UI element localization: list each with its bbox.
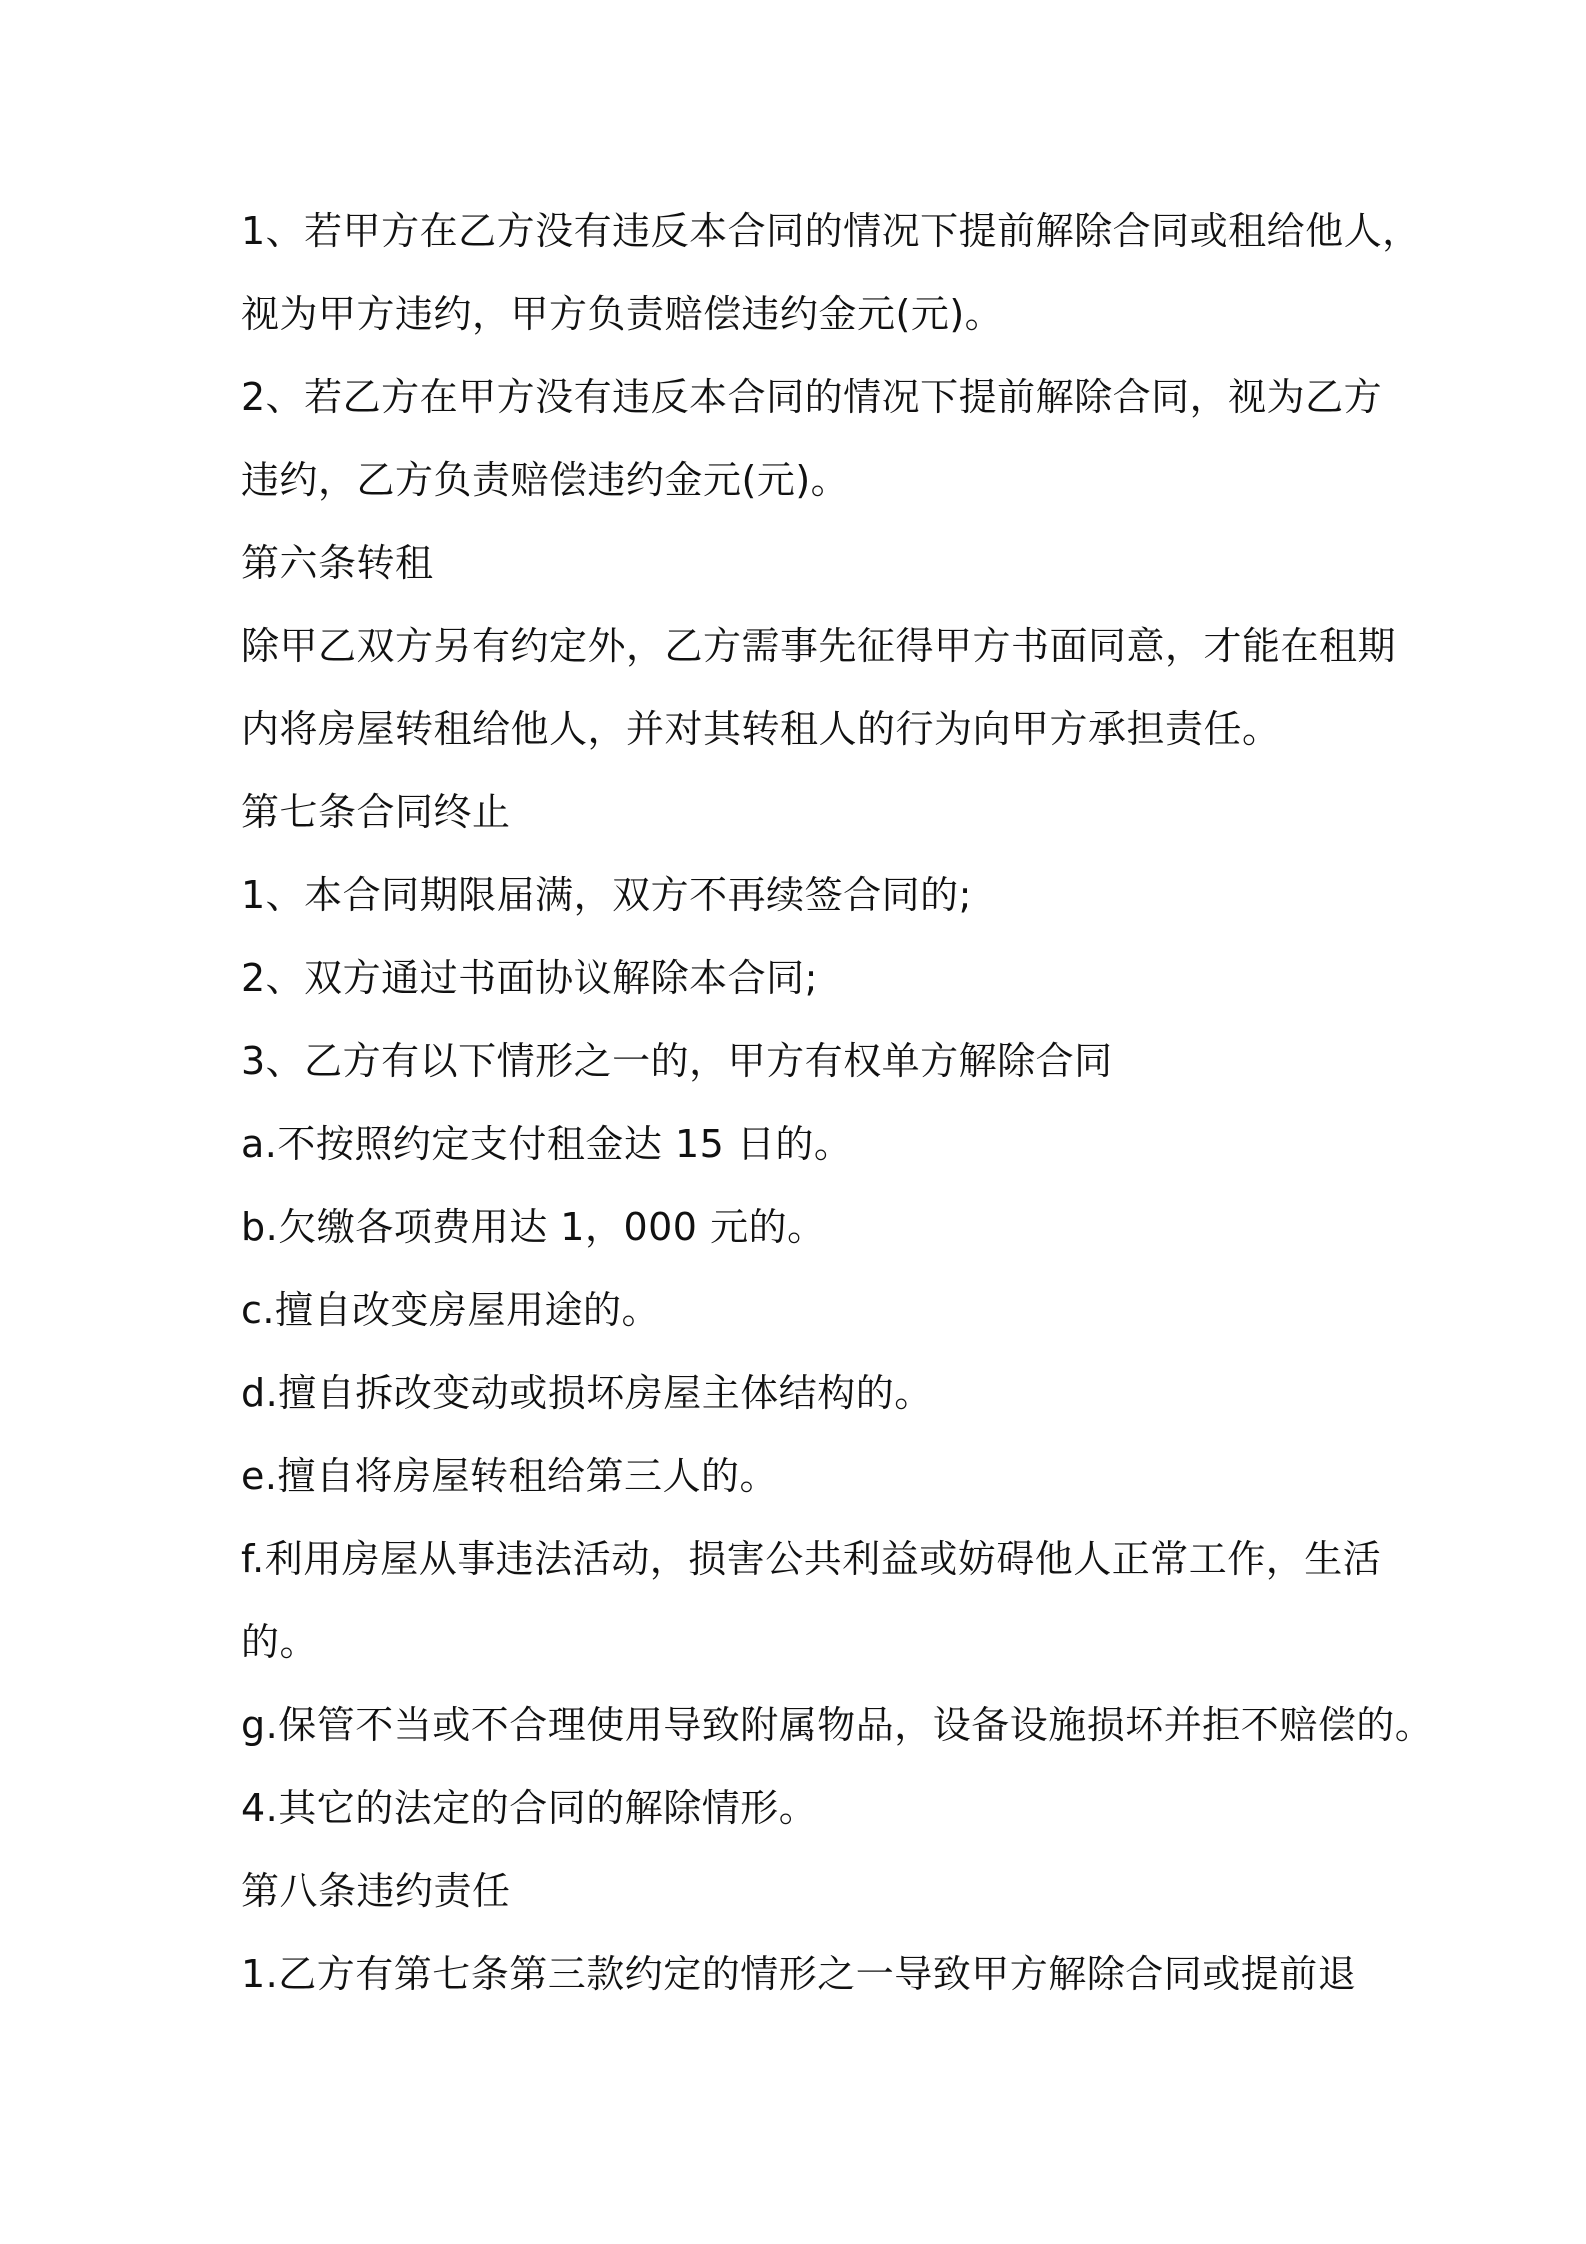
text-line: 1、若甲方在乙方没有违反本合同的情况下提前解除合同或租给他人， <box>241 209 1421 253</box>
text-line: 1、本合同期限届满，双方不再续签合同的; <box>241 873 972 917</box>
text-line: 2、若乙方在甲方没有违反本合同的情况下提前解除合同，视为乙方 <box>241 375 1383 419</box>
text-line: 3、乙方有以下情形之一的，甲方有权单方解除合同 <box>241 1039 1113 1083</box>
text-line: 除甲乙双方另有约定外，乙方需事先征得甲方书面同意，才能在租期 <box>241 624 1397 668</box>
list-item: g.保管不当或不合理使用导致附属物品，设备设施损坏并拒不赔偿的。 <box>241 1703 1434 1747</box>
text-line: 2、双方通过书面协议解除本合同; <box>241 956 818 1000</box>
section-heading: 第七条合同终止 <box>241 790 511 834</box>
text-line: 内将房屋转租给他人，并对其转租人的行为向甲方承担责任。 <box>241 707 1281 751</box>
text-line: 视为甲方违约，甲方负责赔偿违约金元(元)。 <box>241 292 1004 336</box>
text-line: 1.乙方有第七条第三款约定的情形之一导致甲方解除合同或提前退 <box>241 1952 1357 1996</box>
list-item: e.擅自将房屋转租给第三人的。 <box>241 1454 778 1498</box>
list-item: c.擅自改变房屋用途的。 <box>241 1288 660 1332</box>
list-item: f.利用房屋从事违法活动，损害公共利益或妨碍他人正常工作，生活 <box>241 1537 1382 1581</box>
list-item: d.擅自拆改变动或损坏房屋主体结构的。 <box>241 1371 933 1415</box>
text-line: 违约，乙方负责赔偿违约金元(元)。 <box>241 458 850 502</box>
document-body <box>241 190 1434 2016</box>
list-item: a.不按照约定支付租金达 15 日的。 <box>241 1122 853 1166</box>
text-line: 的。 <box>241 1620 319 1664</box>
text-line: 4.其它的法定的合同的解除情形。 <box>241 1786 818 1830</box>
list-item: b.欠缴各项费用达 1，000 元的。 <box>241 1205 826 1249</box>
section-heading: 第八条违约责任 <box>241 1869 511 1913</box>
section-heading: 第六条转租 <box>241 541 434 585</box>
